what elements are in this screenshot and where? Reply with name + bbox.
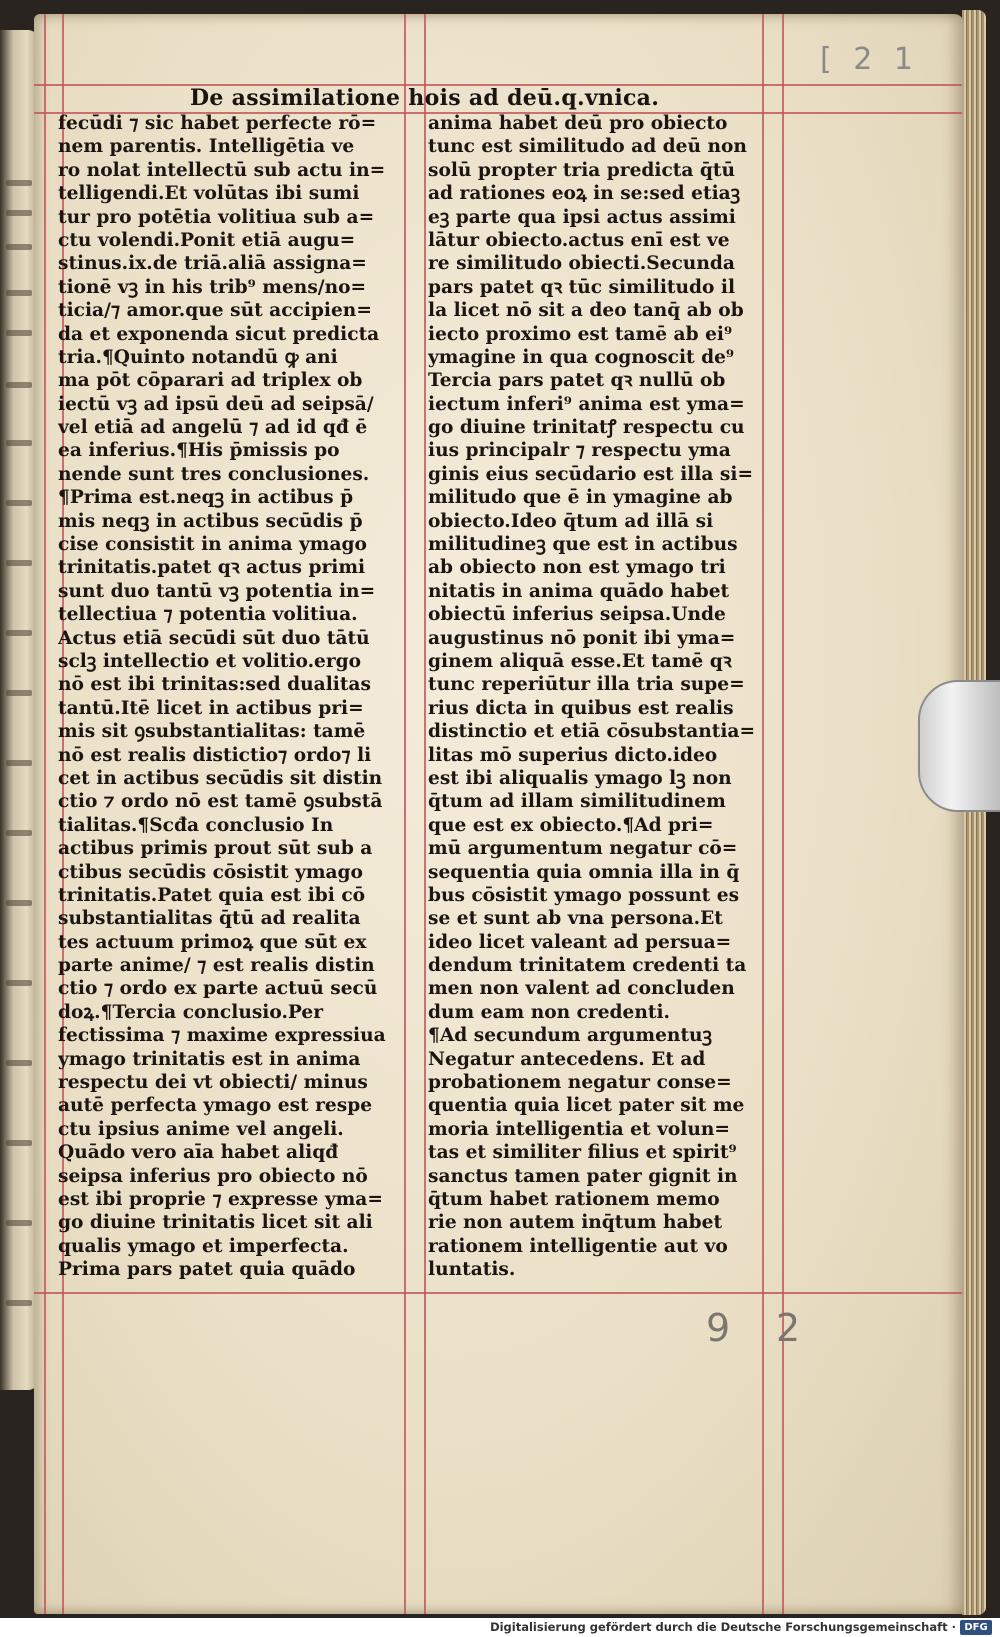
left-column-line: respectu dei vt obiecti/ minus — [58, 1072, 368, 1094]
right-column-line: dum eam non credenti. — [428, 1001, 671, 1023]
left-column-line: autē perfecta ymago est respe — [58, 1095, 373, 1117]
pencil-mark-1: 9 — [706, 1306, 731, 1350]
right-column-line: ¶Ad secundum argumentuꝫ — [428, 1025, 713, 1047]
left-column-line: sclꝫ intellectio et volitio.ergo — [58, 650, 362, 672]
right-column-line: nitatis in anima quādo habet — [428, 580, 730, 602]
right-column-line: q̄tum habet rationem memo — [428, 1188, 720, 1210]
left-column-line: ¶Prima est.neqꝫ in actibus p̄ — [58, 487, 354, 509]
left-column-line: nem parentis. Intelligētia ve — [58, 136, 355, 158]
right-column-line: men non valent ad concluden — [428, 978, 735, 1000]
left-column-line: cise consistit in anima ymago — [58, 534, 367, 556]
right-column-line: obiecto.Ideo q̄tum ad illā si — [428, 510, 714, 532]
ruling-line-right-inner — [762, 14, 764, 1614]
right-column-line: go diuine trinitatꝭ respectu cu — [428, 417, 745, 439]
right-column-line: ginem aliquā esse.Et tamē qꝛ — [428, 650, 732, 672]
right-column-line: q̄tum ad illam similitudinem — [428, 791, 726, 813]
right-column-line: la licet nō sit a deo tanq̄ ab ob — [428, 300, 744, 322]
right-column-line: militudo que ē in ymagine ab — [428, 487, 733, 509]
left-column-line: ea inferius.¶His p̄missis po — [58, 440, 340, 462]
right-column-line: litas mō superius dicto.ideo — [428, 744, 718, 766]
left-column-line: tellectiua ⁊ potentia volitiua. — [58, 604, 358, 626]
right-column-line: moria intelligentia et volun= — [428, 1118, 730, 1140]
running-head: De assimilatione hois ad deū.q.vnica. — [190, 85, 660, 111]
left-column-line: fectissima ⁊ maxime expressiua — [58, 1025, 386, 1047]
right-column-line: ius principalr ⁊ respectu yma — [428, 440, 731, 462]
right-column-line: que est ex obiecto.¶Ad pri= — [428, 814, 714, 836]
left-column-line: substantialitas q̄tū ad realita — [58, 908, 361, 930]
right-column-line: eꝫ parte qua ipsi actus assimi — [428, 206, 736, 228]
left-column-line: actibus primis prout sūt sub a — [58, 838, 373, 860]
ruling-line-left-outer — [44, 14, 46, 1614]
left-column-line: doꝝ.¶Tercia conclusio.Per — [58, 1001, 324, 1023]
adjacent-page-edge — [0, 30, 38, 1390]
left-column-line: fecūdi ⁊ sic habet perfecte rō= — [58, 113, 377, 134]
right-column-line: tas et similiter filius et spirit⁹ — [428, 1142, 737, 1164]
left-column-line: ticia/⁊ amor.que sūt accipien= — [58, 300, 372, 322]
left-column-line: tialitas.¶Scđa conclusio In — [58, 814, 334, 836]
page-edge-bundle — [962, 10, 986, 1615]
right-column-line: sanctus tamen pater gignit in — [428, 1165, 738, 1187]
left-column-line: ma pōt cōparari ad triplex ob — [58, 370, 363, 392]
right-column-line: pars patet qꝛ tūc similitudo il — [428, 276, 736, 298]
right-column-line: bus cōsistit ymago possunt es — [428, 884, 740, 906]
left-column-line: ctu ipsius anime vel angeli. — [58, 1118, 344, 1140]
left-column-line: ctibus secūdis cōsistit ymago — [58, 861, 363, 883]
ruling-line-right-outer — [782, 14, 784, 1614]
ruling-line-center-right — [424, 14, 426, 1614]
right-column-line: se et sunt ab vna persona.Et — [428, 908, 723, 930]
right-column-line: tunc est similitudo ad deū non — [428, 136, 747, 158]
right-column-line: ab obiecto non est ymago tri — [428, 557, 726, 579]
right-column-line: sequentia quia omnia illa in q̄ — [428, 861, 740, 883]
folio-number: [ 2 1 — [820, 42, 919, 77]
page-clip — [918, 680, 1000, 812]
left-column-line: stinus.ix.de triā.aliā assigna= — [58, 253, 367, 275]
left-column-line: ro nolat intellectū sub actu in= — [58, 159, 386, 181]
left-column-line: vel etiā ad angelū ⁊ ad id qđ ē — [58, 417, 368, 439]
right-column-line: lātur obiecto.actus enī est ve — [428, 229, 730, 251]
left-column-line: go diuine trinitatis licet sit ali — [58, 1212, 373, 1234]
right-column-line: rationem intelligentie aut vo — [428, 1235, 728, 1257]
right-column-line: probationem negatur conse= — [428, 1072, 732, 1094]
left-column-line: sunt duo tantū vꝫ potentia in= — [58, 580, 376, 602]
right-column-line: augustinus nō ponit ibi yma= — [428, 627, 736, 649]
right-column-line: quentia quia licet pater sit me — [428, 1095, 745, 1117]
left-column-line: Actus etiā secūdi sūt duo tātū — [58, 627, 370, 649]
left-column-line: Prima pars patet quia quādo — [58, 1259, 356, 1281]
left-column-line: mis neqꝫ in actibus secūdis p̄ — [58, 510, 363, 532]
right-column-line: est ibi aliqualis ymago lꝫ non — [428, 767, 732, 789]
right-column-line: ymagine in qua cognoscit de⁹ — [428, 346, 735, 368]
right-column-line: Tercia pars patet qꝛ nullū ob — [428, 370, 726, 392]
left-column-line: qualis ymago et imperfecta. — [58, 1235, 349, 1257]
right-column-line: luntatis. — [428, 1259, 516, 1281]
left-column-line: seipsa inferius pro obiecto nō — [58, 1165, 368, 1187]
right-column-line: tunc reperiūtur illa tria supe= — [428, 674, 745, 696]
left-column-line: nende sunt tres conclusiones. — [58, 463, 370, 485]
left-column-line: nō est ibi trinitas:sed dualitas — [58, 674, 371, 696]
left-column-line: trinitatis.Patet quia est ibi cō — [58, 884, 366, 906]
left-column-line: iectū vꝫ ad ipsū deū ad seipsā/ — [58, 393, 374, 415]
left-column-line: ymago trinitatis est in anima — [58, 1048, 361, 1070]
left-column-line: tur pro potētia volitiua sub a= — [58, 206, 375, 228]
right-column-line: solū propter tria predicta q̄tū — [428, 159, 736, 181]
right-column-line: obiectū inferius seipsa.Unde — [428, 604, 726, 626]
left-column-line: mis sit ꝯsubstantialitas: tamē — [58, 721, 366, 743]
right-column-line: iecto proximo est tamē ab ei⁹ — [428, 323, 733, 345]
right-column-line: rius dicta in quibus est realis — [428, 697, 734, 719]
right-column-line: distinctio et etiā cōsubstantia= — [428, 721, 756, 743]
text-column-left — [58, 112, 408, 1282]
left-column-line: est ibi proprie ⁊ expresse yma= — [58, 1188, 383, 1210]
left-column-line: tes actuum primoꝝ que sūt ex — [58, 931, 367, 953]
right-column-line: ginis eius secūdario est illa si= — [428, 463, 754, 485]
text-column-right — [428, 112, 760, 1282]
left-column-line: ctio ⁊ ordo ex parte actuū secū — [58, 978, 378, 1000]
left-column-line: da et exponenda sicut predicta — [58, 323, 380, 345]
left-column-line: Quādo vero aīa habet aliqđ — [58, 1142, 339, 1164]
left-column-line: nō est realis distictio⁊ ordo⁊ li — [58, 744, 372, 766]
ruling-line-bottom — [34, 1292, 962, 1294]
left-column-line: tantū.Itē licet in actibus pri= — [58, 697, 364, 719]
right-column-line: ideo licet valeant ad persua= — [428, 931, 732, 953]
right-column-line: Negatur antecedens. Et ad — [428, 1048, 706, 1070]
left-column-line: tria.¶Quinto notandū ꝙ ani — [58, 346, 338, 368]
dfg-logo: DFG — [960, 1620, 992, 1635]
right-column-line: re similitudo obiecti.Secunda — [428, 253, 735, 275]
left-column-line: telligendi.Et volūtas ibi sumi — [58, 183, 360, 205]
left-column-line: tionē vꝫ in his trib⁹ mens/no= — [58, 276, 367, 298]
pencil-mark-2: 2 — [776, 1306, 801, 1350]
right-column-line: militudineꝫ que est in actibus — [428, 534, 738, 556]
footer-credit: Digitalisierung gefördert durch die Deutsche Forschungsgemeinschaft · — [490, 1620, 956, 1634]
right-column-line: mū argumentum negatur cō= — [428, 838, 738, 860]
left-column-line: ctio ⁊ ordo nō est tamē ꝯsubstā — [58, 791, 383, 813]
right-column-line: ad rationes eoꝝ in se:sed etiaꝫ — [428, 183, 741, 205]
right-column-line: anima habet deū pro obiecto — [428, 113, 728, 134]
left-column-line: cet in actibus secūdis sit distin — [58, 767, 383, 789]
left-column-line: parte anime/ ⁊ est realis distin — [58, 955, 375, 977]
right-column-line: iectum inferi⁹ anima est yma= — [428, 393, 745, 415]
left-column-line: ctu volendi.Ponit etiā augu= — [58, 229, 356, 251]
left-column-line: trinitatis.patet qꝛ actus primi — [58, 557, 366, 579]
right-column-line: dendum trinitatem credenti ta — [428, 955, 747, 977]
right-column-line: rie non autem inq̄tum habet — [428, 1212, 723, 1234]
